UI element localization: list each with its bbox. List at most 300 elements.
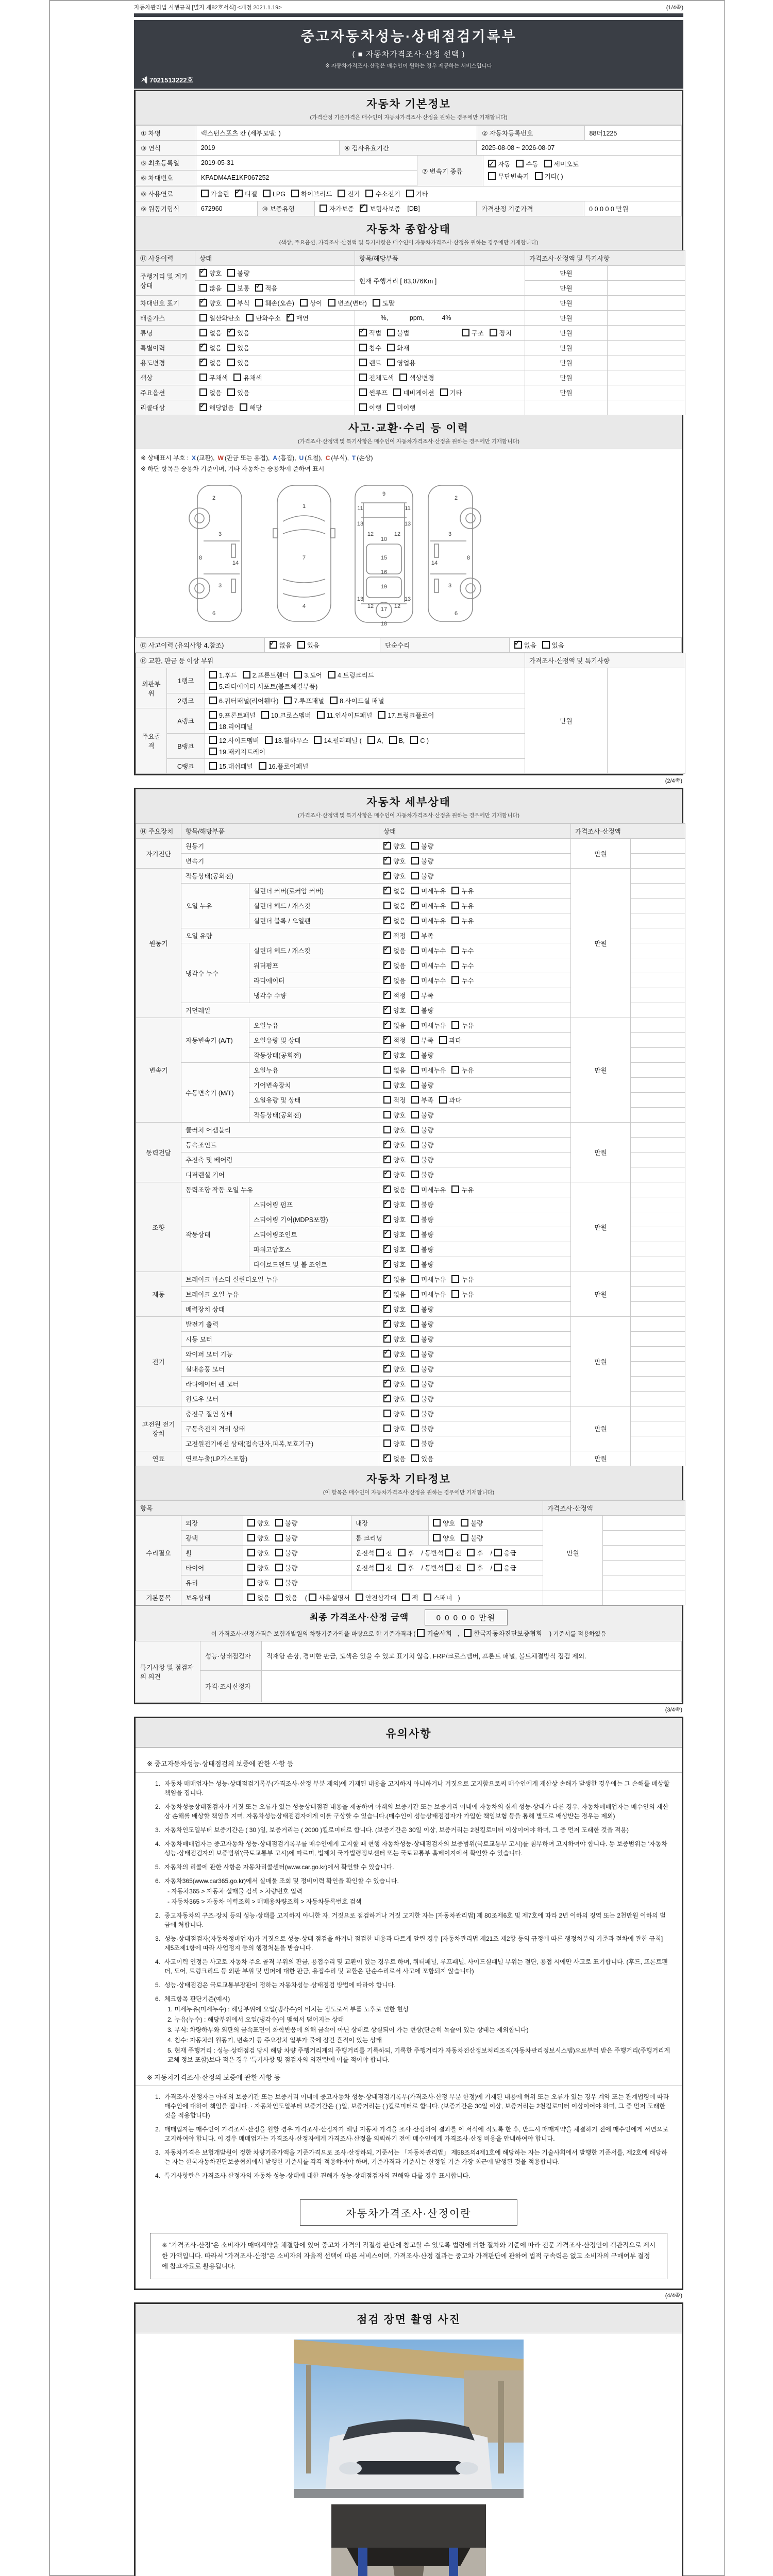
checkbox-option[interactable] — [411, 1110, 433, 1120]
checkbox — [275, 1549, 283, 1556]
price-cell: 만원 — [543, 1516, 603, 1590]
table-header-row — [136, 653, 685, 668]
checkbox-option[interactable] — [275, 1518, 297, 1528]
checkbox-label: 양호 — [393, 1052, 406, 1059]
checkbox-option[interactable] — [494, 1563, 516, 1572]
checkbox-option[interactable] — [410, 736, 429, 744]
checkbox — [451, 1021, 459, 1029]
checkbox-option[interactable] — [411, 931, 433, 940]
status-cell — [379, 1257, 571, 1272]
checkbox-option[interactable] — [383, 916, 406, 925]
item-cell — [355, 400, 525, 415]
checkbox-option[interactable] — [359, 388, 388, 397]
checkbox-option[interactable] — [359, 373, 394, 382]
checkbox-option[interactable] — [383, 1021, 406, 1030]
checkbox-option[interactable] — [535, 171, 563, 183]
checkbox-label: 불량 — [421, 1052, 434, 1059]
checkbox-option[interactable] — [451, 1185, 474, 1194]
checkbox-option[interactable] — [387, 328, 409, 337]
checkbox-option[interactable] — [411, 1379, 433, 1388]
checkbox-label: 해당 — [249, 404, 262, 412]
checkbox-option[interactable] — [411, 1364, 433, 1374]
checkbox-option[interactable] — [544, 159, 579, 171]
checkbox-option[interactable] — [284, 696, 324, 705]
checkbox-option[interactable] — [247, 1578, 270, 1587]
checkbox-option[interactable] — [287, 313, 309, 323]
checkbox-option[interactable] — [411, 1065, 446, 1075]
checkbox-option[interactable] — [383, 1095, 406, 1105]
checkbox-label: 전 — [385, 1565, 392, 1572]
status-cell — [379, 1093, 571, 1108]
checkbox-option[interactable] — [383, 1200, 406, 1209]
checkbox-option[interactable] — [411, 946, 446, 955]
table-row — [136, 341, 685, 355]
item-label: 냉각수 누수 — [181, 943, 249, 1003]
checkbox — [275, 1534, 283, 1541]
checkbox-option[interactable] — [383, 1006, 406, 1015]
checkbox-option[interactable] — [411, 1275, 446, 1284]
checkbox-option[interactable] — [360, 204, 400, 213]
status-cell — [379, 1272, 571, 1287]
checkbox-option[interactable] — [209, 747, 265, 756]
checkbox-option[interactable] — [314, 736, 361, 745]
checkbox-option[interactable] — [209, 722, 253, 731]
checkbox — [433, 1519, 441, 1527]
checkbox-option[interactable] — [383, 931, 406, 940]
checkbox-option[interactable] — [467, 1548, 483, 1557]
checkbox-option[interactable] — [270, 640, 292, 650]
section-note: (색상, 주요옵션, 가격조사·산정액 및 특기사항은 매수인이 자동차가격조사·산정을 원하는 경우에만 기재합니다) — [279, 240, 539, 246]
checkbox-option[interactable] — [378, 710, 434, 720]
checkbox-option[interactable] — [297, 640, 320, 650]
checkbox-option[interactable] — [383, 1424, 406, 1433]
checkbox-option[interactable] — [399, 373, 434, 382]
checkbox-option[interactable] — [247, 1548, 270, 1557]
repair-group-label: 수리필요 — [136, 1516, 181, 1590]
checkbox-option[interactable] — [383, 1110, 406, 1120]
checkbox-option[interactable] — [516, 159, 538, 171]
note-cell — [631, 1302, 685, 1317]
checkbox-option[interactable] — [367, 736, 383, 744]
checkbox — [411, 1395, 419, 1402]
checkbox-option[interactable] — [209, 682, 317, 691]
checkbox-option[interactable] — [199, 313, 240, 323]
checkbox-option[interactable] — [275, 1593, 297, 1602]
checkbox-option[interactable] — [411, 1394, 433, 1403]
checkbox-option[interactable] — [411, 1021, 446, 1030]
checkbox-option[interactable] — [383, 901, 406, 910]
checkbox-option[interactable] — [451, 1275, 474, 1284]
checkbox-option[interactable] — [275, 1548, 297, 1557]
checkbox-option[interactable] — [411, 1215, 433, 1224]
checkbox-option[interactable] — [451, 961, 474, 970]
checkbox-option[interactable] — [383, 1125, 406, 1134]
checkbox — [275, 1519, 283, 1527]
checkbox-option[interactable] — [406, 189, 428, 198]
note-cell — [631, 1093, 685, 1108]
status-cell — [379, 1108, 571, 1123]
checkbox-option[interactable] — [227, 268, 249, 278]
table-row — [136, 1546, 685, 1561]
checkbox-option[interactable] — [265, 736, 309, 745]
checkbox-option[interactable] — [424, 1593, 452, 1602]
checkbox-option[interactable] — [246, 313, 280, 323]
checkbox-option[interactable] — [209, 736, 259, 745]
checkbox-option[interactable] — [383, 1065, 406, 1075]
checkbox-option[interactable] — [445, 1548, 461, 1557]
checkbox-option[interactable] — [383, 1260, 406, 1269]
note-cell — [631, 1242, 685, 1257]
checkbox-option[interactable] — [383, 1155, 406, 1164]
checkbox-option[interactable] — [411, 916, 446, 925]
checkbox-option[interactable] — [411, 1334, 433, 1344]
item-label: 작동상태(공회전) — [181, 869, 379, 884]
price-cell: 만원 — [525, 385, 608, 400]
panel-number: 12 — [394, 603, 401, 609]
checkbox-option[interactable] — [411, 991, 433, 1000]
checkbox-option[interactable] — [398, 1548, 414, 1557]
checkbox-label: 누유 — [461, 1187, 474, 1194]
checkbox-option[interactable] — [411, 1439, 433, 1448]
checkbox-option[interactable] — [300, 298, 322, 308]
checkbox-option[interactable] — [490, 328, 512, 337]
checkbox-option[interactable] — [359, 343, 381, 352]
checkbox-option[interactable] — [411, 1125, 433, 1134]
checkbox — [199, 329, 207, 336]
checkbox-option[interactable] — [227, 388, 249, 397]
checkbox-option[interactable] — [359, 328, 381, 337]
checkbox-option[interactable] — [383, 856, 406, 866]
notice-item: 3. 성능·상태점검자(자동차정비업자)가 거짓으로 성능·상태 점검을 하거나 점검한 내용과 다르게 알린 경우 [자동차관리법 제21조 제2항 등의 규정에 따른 행정처분의 기준과 절차에 관한 규칙] 제5조제1항에 따라 사업정지 등의 행정처분을 받습니다. — [155, 1935, 663, 1952]
checkbox-option[interactable] — [383, 1394, 406, 1403]
subitem-label: 스티어링 펌프 — [249, 1197, 379, 1212]
checkbox-label: 12.사이드멤버 — [219, 737, 259, 744]
checkbox-option[interactable] — [411, 1006, 433, 1015]
checkbox — [411, 1320, 419, 1328]
checkbox-option[interactable] — [383, 1304, 406, 1314]
checkbox-option[interactable] — [383, 1185, 406, 1194]
checkbox-option[interactable] — [328, 298, 367, 308]
checkbox-option[interactable] — [233, 373, 262, 382]
checkbox-option[interactable] — [247, 1563, 270, 1572]
checkbox-label: 변조(변타) — [338, 300, 367, 307]
checkbox-option[interactable] — [411, 1185, 446, 1194]
checkbox-option[interactable] — [330, 696, 384, 705]
checkbox-option[interactable] — [411, 856, 433, 866]
checkbox-option[interactable] — [411, 1050, 433, 1060]
checkbox-option[interactable] — [383, 1439, 406, 1448]
checkbox-option[interactable] — [291, 189, 332, 198]
checkbox-option[interactable] — [227, 343, 249, 352]
checkbox-option[interactable] — [411, 1140, 433, 1149]
checkbox-option[interactable] — [199, 298, 222, 308]
checkbox-option[interactable] — [383, 1215, 406, 1224]
checkbox-option[interactable] — [376, 1563, 392, 1572]
checkbox-option[interactable] — [247, 1518, 270, 1528]
item-label: 연료누출(LP가스포함) — [181, 1451, 379, 1466]
checkbox-option[interactable] — [411, 1409, 433, 1418]
checkbox-option[interactable] — [383, 991, 406, 1000]
checkbox — [383, 902, 391, 909]
checkbox-option[interactable] — [373, 298, 395, 308]
checkbox-option[interactable] — [199, 373, 228, 382]
checkbox-label: 적정 — [393, 1097, 406, 1104]
checkbox-option[interactable] — [451, 1065, 474, 1075]
checkbox-option[interactable] — [383, 1245, 406, 1254]
checkbox-option[interactable] — [383, 1379, 406, 1388]
checkbox-option[interactable] — [451, 886, 474, 895]
status-cell — [379, 1302, 571, 1317]
checkbox-option[interactable] — [411, 1424, 433, 1433]
checkbox-option[interactable] — [255, 298, 294, 308]
checkbox — [209, 697, 217, 704]
checkbox-option[interactable] — [317, 710, 373, 720]
checkbox-option[interactable] — [383, 1036, 406, 1045]
checkbox-option[interactable] — [275, 1533, 297, 1543]
panel-group-label: 외판부위 — [136, 668, 167, 708]
checkbox — [359, 388, 367, 396]
checkbox-option[interactable] — [376, 1548, 392, 1557]
checkbox-option[interactable] — [451, 916, 474, 925]
hold-checks: 없음 있음 ( 사용설명서 안전삼각대 잭 스패너 ) — [243, 1590, 543, 1605]
checkbox-option[interactable] — [411, 1230, 433, 1239]
checkbox-label: 불량 — [285, 1520, 298, 1527]
checkbox-option[interactable] — [462, 328, 484, 337]
checkbox-option[interactable] — [275, 1578, 297, 1587]
checkbox-option[interactable] — [411, 1080, 433, 1090]
note-cell — [631, 1212, 685, 1227]
checkbox-option[interactable] — [461, 1518, 483, 1528]
checkbox-option[interactable] — [451, 946, 474, 955]
checkbox-option[interactable] — [383, 1454, 406, 1463]
checkbox-option[interactable] — [359, 403, 381, 412]
checkbox-option[interactable] — [433, 1518, 455, 1528]
checkbox-option[interactable] — [411, 1245, 433, 1254]
checkbox-label: 미세누유 — [421, 1291, 446, 1298]
checkbox-option[interactable] — [227, 358, 249, 367]
checkbox-option[interactable] — [235, 189, 257, 198]
checkbox-option[interactable] — [411, 961, 446, 970]
checkbox-option[interactable] — [439, 1095, 461, 1105]
checkbox-option[interactable] — [383, 976, 406, 985]
checkbox-label: 썬루프 — [369, 389, 388, 397]
checkbox-option[interactable] — [309, 1593, 349, 1602]
checkbox-option[interactable] — [387, 343, 409, 352]
checkbox-option[interactable] — [451, 1021, 474, 1030]
checkbox-option[interactable] — [259, 761, 309, 771]
checkbox-label: 없음 — [209, 389, 222, 397]
checkbox-option[interactable] — [398, 1563, 414, 1572]
model-year-value: 2019 — [196, 140, 340, 156]
column-header: 가격조사·산정액 — [543, 1501, 685, 1516]
checkbox-option[interactable] — [227, 298, 249, 308]
table-row — [136, 1406, 685, 1421]
checkbox-option[interactable] — [445, 1563, 461, 1572]
checkbox-option[interactable] — [451, 976, 474, 985]
checkbox-option[interactable] — [199, 358, 222, 367]
checkbox — [411, 1260, 419, 1268]
checkbox-label: 무채색 — [209, 375, 228, 382]
note-cell — [608, 385, 685, 400]
checkbox-label: 1.후드 — [219, 672, 237, 679]
checkbox-option[interactable] — [451, 1290, 474, 1299]
checkbox-label: 전 — [455, 1565, 462, 1572]
checkbox-option[interactable] — [383, 1170, 406, 1179]
checkbox-label: 양호 — [393, 858, 406, 865]
notice-blockC-title: ※ 자동차가격조사·산정의 보증에 관한 사항 등 — [147, 2073, 281, 2081]
checkbox-option[interactable] — [411, 1319, 433, 1329]
checkbox-option[interactable] — [320, 204, 354, 213]
checkbox-option[interactable] — [383, 961, 406, 970]
checkbox-option[interactable] — [411, 1290, 446, 1299]
checkbox-option[interactable] — [411, 1170, 433, 1179]
checkbox-option[interactable] — [464, 1629, 542, 1638]
checkbox-option[interactable] — [514, 640, 536, 650]
checkbox-option[interactable] — [383, 1290, 406, 1299]
checkbox-label: 양호 — [393, 843, 406, 850]
checkbox — [199, 269, 207, 277]
checkbox-option[interactable] — [411, 1304, 433, 1314]
checkbox — [411, 1230, 419, 1238]
checkbox-option[interactable] — [383, 1364, 406, 1374]
checkbox — [378, 711, 385, 719]
checkbox-option[interactable] — [199, 343, 222, 352]
checkbox-option[interactable] — [383, 1349, 406, 1359]
checkbox-option[interactable] — [440, 388, 462, 397]
checkbox-option[interactable] — [383, 1409, 406, 1418]
checkbox-option[interactable] — [494, 1548, 516, 1557]
checkbox-option[interactable] — [383, 1334, 406, 1344]
checkbox-option[interactable] — [383, 841, 406, 851]
checkbox-option[interactable] — [209, 670, 237, 680]
checkbox-option[interactable] — [255, 283, 277, 293]
checkbox-option[interactable] — [261, 710, 311, 720]
checkbox-option[interactable] — [365, 189, 400, 198]
checkbox-option[interactable] — [488, 171, 529, 183]
checkbox-option[interactable] — [209, 696, 278, 705]
checkbox-option[interactable] — [411, 871, 433, 880]
checkbox-option[interactable] — [209, 761, 253, 771]
checkbox — [451, 1290, 459, 1298]
checkbox-label: 후 — [407, 1565, 414, 1572]
checkbox-option[interactable] — [383, 886, 406, 895]
item-label: 와이퍼 모터 기능 — [181, 1347, 379, 1362]
checkbox-option[interactable] — [433, 1533, 455, 1543]
checkbox-option[interactable] — [389, 736, 405, 744]
field-label: ⑤ 최초등록일 — [136, 155, 196, 171]
row-label: 용도변경 — [136, 355, 195, 370]
panel-number: 12 — [367, 531, 374, 537]
column-header: 항목 — [136, 1501, 543, 1516]
checkbox-option[interactable] — [411, 1036, 433, 1045]
table-row — [136, 1561, 685, 1575]
checkbox — [227, 359, 235, 366]
checkbox — [383, 1141, 391, 1148]
checkbox-option[interactable] — [411, 1349, 433, 1359]
checkbox-label: 색상변경 — [409, 375, 434, 382]
checkbox-label: 미세누유 — [421, 1022, 446, 1029]
notice-subitem: 4. 침수: 자동차의 원동기, 변속기 등 주요장치 일부가 물에 잠긴 흔적이 있는 상태 — [167, 2036, 382, 2044]
checkbox-option[interactable] — [383, 1319, 406, 1329]
checkbox-option[interactable] — [467, 1563, 483, 1572]
checkbox-option[interactable] — [201, 189, 229, 198]
checkbox-option[interactable] — [227, 283, 249, 293]
checkbox-label: 부족 — [421, 1097, 434, 1104]
checkbox-option[interactable] — [411, 901, 446, 910]
checkbox-option[interactable] — [199, 403, 234, 412]
checkbox-option[interactable] — [247, 1533, 270, 1543]
checkbox-label: 있음 — [551, 642, 564, 649]
checkbox-option[interactable] — [411, 1095, 433, 1105]
checkbox-option[interactable] — [411, 976, 446, 985]
checkbox-option[interactable] — [383, 946, 406, 955]
checkbox-option[interactable] — [402, 1593, 418, 1602]
checkbox-option[interactable] — [383, 1230, 406, 1239]
status-cell — [195, 311, 355, 326]
checkbox-option[interactable] — [411, 841, 433, 851]
checkbox-option[interactable] — [417, 1629, 451, 1638]
price-cell: 만원 — [571, 1272, 631, 1317]
checkbox-option[interactable] — [199, 388, 222, 397]
checkbox-option[interactable] — [199, 268, 222, 278]
checkbox-option[interactable] — [338, 189, 360, 198]
checkbox-option[interactable] — [199, 328, 222, 337]
checkbox-label: 잭 — [412, 1595, 418, 1602]
checkbox-option[interactable] — [411, 1260, 433, 1269]
checkbox-option[interactable] — [199, 283, 222, 293]
checkbox-option[interactable] — [240, 403, 262, 412]
section-detail-header — [136, 789, 682, 823]
checkbox-option[interactable] — [243, 670, 289, 680]
checkbox-option[interactable] — [294, 670, 322, 680]
checkbox-option[interactable] — [383, 1275, 406, 1284]
table-row — [136, 1451, 685, 1466]
checkbox — [389, 736, 397, 744]
checkbox-option[interactable] — [383, 1050, 406, 1060]
panel-number: 7 — [302, 555, 306, 561]
checkbox-option[interactable] — [451, 901, 474, 910]
checkbox — [359, 374, 367, 381]
checkbox — [383, 1305, 391, 1313]
checkbox-option[interactable] — [411, 1155, 433, 1164]
checkbox-label: 불량 — [421, 1321, 434, 1328]
checkbox-option[interactable] — [411, 886, 446, 895]
checkbox-option[interactable] — [209, 710, 256, 720]
checkbox-option[interactable] — [356, 1593, 396, 1602]
checkbox-option[interactable] — [393, 388, 434, 397]
checkbox-option[interactable] — [359, 358, 381, 367]
checkbox-option[interactable] — [542, 640, 564, 650]
checkbox-option[interactable] — [383, 1080, 406, 1090]
checkbox-option[interactable] — [383, 1140, 406, 1149]
checkbox-option[interactable] — [411, 1454, 433, 1463]
checkbox-label: 양호 — [393, 1351, 406, 1358]
checkbox-option[interactable] — [275, 1563, 297, 1572]
checkbox-option[interactable] — [247, 1593, 270, 1602]
checkbox-option[interactable] — [387, 403, 415, 412]
checkbox-option[interactable] — [439, 1036, 461, 1045]
checkbox-option[interactable] — [387, 358, 415, 367]
checkbox-option[interactable] — [263, 190, 285, 198]
checkbox-option[interactable] — [227, 328, 249, 337]
checkbox-option[interactable] — [461, 1533, 483, 1543]
checkbox — [291, 190, 299, 197]
checkbox-option[interactable] — [488, 159, 510, 171]
checkbox-option[interactable] — [328, 670, 374, 680]
checkbox-option[interactable] — [383, 871, 406, 880]
checkbox-option[interactable] — [411, 1200, 433, 1209]
checkbox-label: 있음 — [237, 360, 250, 367]
